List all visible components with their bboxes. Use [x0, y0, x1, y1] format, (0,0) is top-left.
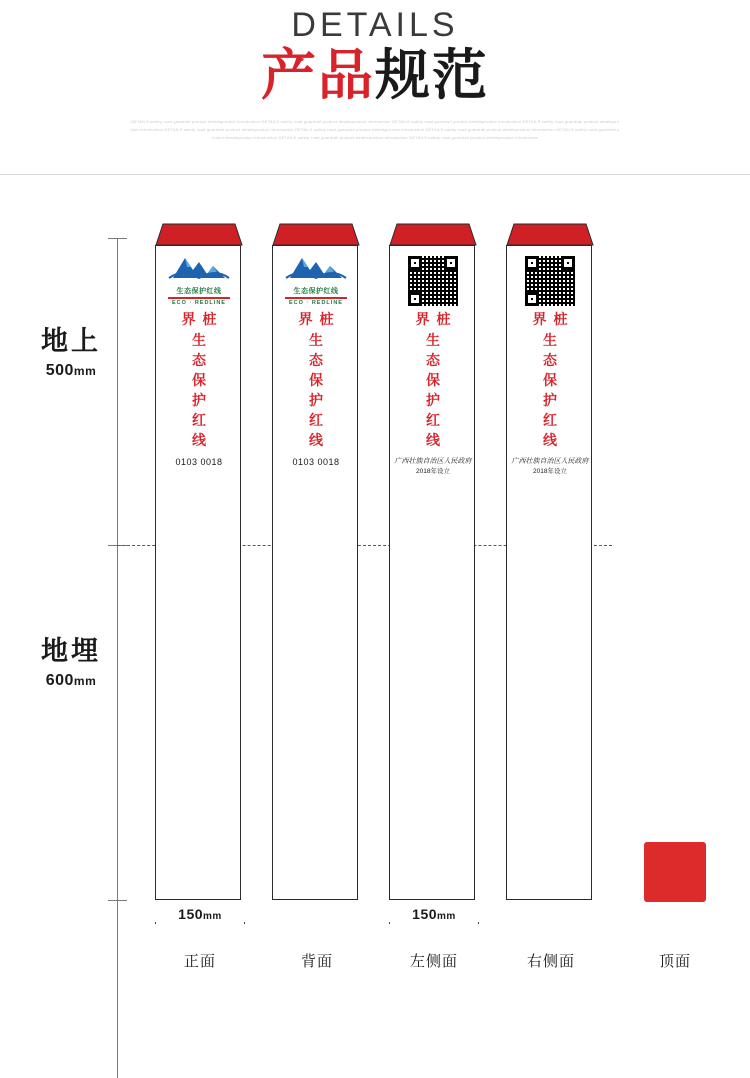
- eco-redline-logo: [163, 252, 235, 306]
- caption-front: 正面: [183, 953, 216, 970]
- above-ground-value: [28, 362, 114, 380]
- vchar-0: 生: [426, 332, 440, 348]
- vchar-2: 保: [192, 372, 206, 388]
- post-face-back: [273, 246, 359, 568]
- logo-red-bar: [168, 297, 230, 299]
- vchar-0: 生: [309, 332, 323, 348]
- logo-name-cn: 生态保护红线: [293, 288, 339, 295]
- gov-name: 广西壮族自治区人民政府: [511, 458, 589, 465]
- qr-code-icon: [525, 256, 575, 306]
- vchar-3: 护: [426, 392, 440, 408]
- caption-top: 顶面: [658, 953, 691, 970]
- vchar-2: 保: [426, 372, 440, 388]
- post-gov-right: [507, 457, 593, 477]
- post-cap-right: [506, 223, 594, 245]
- qr-finder-bottom-left: [408, 292, 422, 306]
- post-back-view: [272, 223, 360, 902]
- post-vertical-text-back: [273, 330, 359, 450]
- post-code-back: 0103 0018: [292, 457, 340, 467]
- buried-label-text: 地埋: [41, 636, 101, 666]
- page-title-cn-black: 规范: [375, 44, 490, 106]
- page-title-cn: [0, 44, 750, 106]
- above-ground-label-text: 地上: [41, 326, 101, 356]
- vchar-1: 态: [309, 352, 323, 368]
- width-dim-label-front: [155, 906, 245, 922]
- qr-finder-bottom-left: [525, 292, 539, 306]
- vchar-5: 线: [543, 432, 557, 448]
- post-heading-right: 界桩: [532, 311, 575, 327]
- width-front-number: 150: [178, 906, 204, 922]
- logo-red-bar: [285, 297, 347, 299]
- vchar-1: 态: [192, 352, 206, 368]
- vchar-3: 护: [309, 392, 323, 408]
- vchar-4: 红: [309, 412, 323, 428]
- logo-name-en: ECO · REDLINE: [172, 300, 226, 306]
- vchar-4: 红: [543, 412, 557, 428]
- vchar-5: 线: [426, 432, 440, 448]
- post-right-side-view: [506, 223, 594, 902]
- post-face-left: [390, 246, 476, 568]
- post-vertical-text-left: [390, 330, 476, 450]
- width-dim-label-side: [389, 906, 479, 922]
- vchar-4: 红: [426, 412, 440, 428]
- logo-name-cn: 生态保护红线: [176, 288, 222, 295]
- post-face-front: [156, 246, 242, 568]
- post-vertical-text-right: [507, 330, 593, 450]
- page-title-en: DETAILS: [291, 6, 459, 44]
- vchar-1: 态: [426, 352, 440, 368]
- vchar-0: 生: [192, 332, 206, 348]
- post-body-back: [272, 245, 358, 900]
- vchar-1: 态: [543, 352, 557, 368]
- post-face-right: [507, 246, 593, 568]
- post-heading-back: 界桩: [298, 311, 341, 327]
- gov-year: 2018年设立: [533, 468, 567, 475]
- dimension-tick-bottom: [108, 900, 127, 901]
- page-title-cn-red: 产品: [260, 44, 375, 106]
- post-cap-back: [272, 223, 360, 245]
- post-left-side-view: [389, 223, 477, 902]
- logo-name-en: ECO · REDLINE: [289, 300, 343, 306]
- buried-dimension-label: [28, 635, 114, 690]
- buried-unit: mm: [73, 674, 97, 688]
- dimension-tick-top: [108, 238, 127, 239]
- post-cap-left: [389, 223, 477, 245]
- caption-left-side: 左侧面: [409, 953, 458, 970]
- gov-year: 2018年设立: [416, 468, 450, 475]
- post-body-right: [506, 245, 592, 900]
- above-ground-number: 500: [45, 362, 74, 379]
- post-heading-left: 界桩: [415, 311, 458, 327]
- vertical-dimension-line: [117, 238, 118, 1078]
- page-header: [0, 0, 750, 175]
- post-front-view: [155, 223, 243, 902]
- post-top-face-view: [644, 842, 706, 902]
- post-cap-front: [155, 223, 243, 245]
- vchar-4: 红: [192, 412, 206, 428]
- vchar-2: 保: [543, 372, 557, 388]
- vchar-3: 护: [543, 392, 557, 408]
- vchar-3: 护: [192, 392, 206, 408]
- width-dimension-front: [155, 906, 245, 923]
- vchar-2: 保: [309, 372, 323, 388]
- post-body-left: [389, 245, 475, 900]
- width-dimension-side: [389, 906, 479, 923]
- width-side-number: 150: [412, 906, 438, 922]
- caption-back: 背面: [300, 953, 333, 970]
- buried-number: 600: [45, 672, 74, 689]
- qr-code-icon: [408, 256, 458, 306]
- vchar-0: 生: [543, 332, 557, 348]
- vchar-5: 线: [192, 432, 206, 448]
- vchar-5: 线: [309, 432, 323, 448]
- post-heading-front: 界桩: [181, 311, 224, 327]
- caption-right-side: 右侧面: [526, 953, 575, 970]
- gov-name: 广西壮族自治区人民政府: [394, 458, 472, 465]
- post-vertical-text-front: [156, 330, 242, 450]
- buried-value: [28, 672, 114, 690]
- micro-description-text: DETAILS safety road guardrail product detailsproduct introduction DETAILS safety road guardrail product detailsproduct introduction DETAILS safety road guardrail product detailsproduct introduction DETAILS safety road guardrail product detailsproduct introduction DETAILS safety road guardrail product detailsproduct introduction DETAILS safety road guardrail product detailsproduct introduction DETAILS safety road guardrail product detailsproduct introduction DETAILS safety road guardrail product detailsproduct introduction DETAILS safety road guardrail product detailsproduct introduction DETAILS safety road guardrail product detailsproduct introduction: [130, 119, 620, 140]
- width-side-unit: mm: [437, 911, 456, 922]
- width-front-unit: mm: [203, 911, 222, 922]
- above-ground-unit: mm: [73, 364, 97, 378]
- eco-redline-logo: [280, 252, 352, 306]
- product-specification-diagram: [0, 175, 750, 1029]
- post-gov-left: [390, 457, 476, 477]
- post-code-front: 0103 0018: [175, 457, 223, 467]
- post-body-front: [155, 245, 241, 900]
- above-ground-dimension-label: [28, 325, 114, 380]
